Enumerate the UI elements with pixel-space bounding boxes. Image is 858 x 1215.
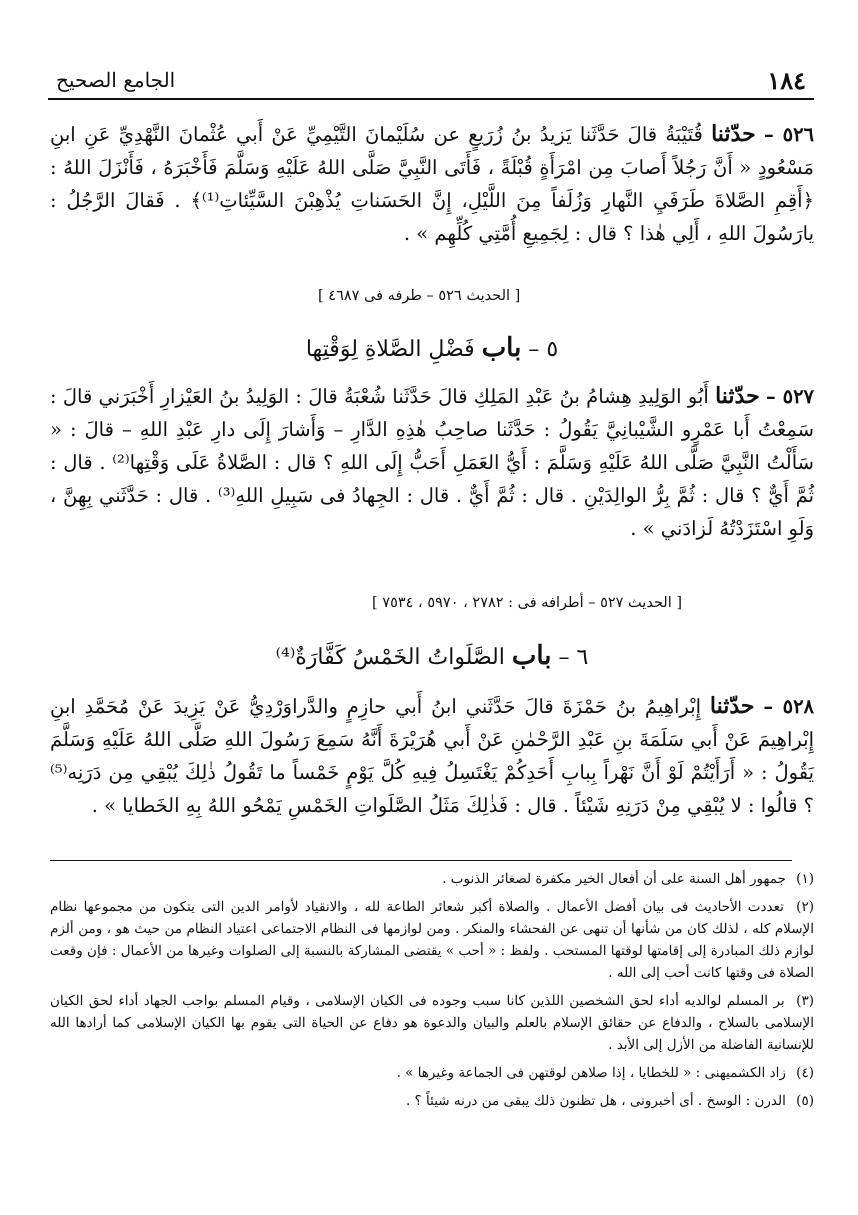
footnote-text: زاد الكشميهنى : « للخطايا ، إذا صلاهن لوقتهن فى الجماعة وغيرها » . bbox=[396, 1065, 786, 1081]
hadith-number: ٥٢٦ – bbox=[763, 123, 815, 146]
hadith-number: ٥٢٨ – bbox=[763, 695, 815, 718]
hadith-528 bbox=[50, 690, 814, 822]
haddatha-mark: حدّثنا bbox=[711, 121, 756, 147]
footnote-number: (٢) bbox=[796, 899, 814, 915]
haddatha-mark: حدّثنا bbox=[715, 383, 760, 409]
footnote-number: (٥) bbox=[796, 1093, 814, 1109]
footnote bbox=[50, 990, 814, 1056]
chapter-title: فَضْلِ الصَّلاةِ لِوَقْتِها bbox=[305, 337, 475, 362]
footnote-text: تعددت الأحاديث فى بيان أفضل الأعمال . والصلاة أكبر شعائر الطاعة لله ، والانقياد لأوامر الدين التى يتكون من مجموعها نظام الإسلام كله ، لذلك كان من شأنها أن تنهى عن الفحشاء والمنكر . ومن لوازمها فى النظام الاجتماعى اعتياد النظام من حيث هو ، ومن ألزم لوازم ذلك المبادرة إلى إقامتها لوقتها المستحب . ولفظ : « أحب » يقتضى المشاركة بالنسبة إلى الصلوات وغيرها من الأعمال : فإن وقعت الصلاة فى وقتها كانت أحب إلى الله . bbox=[50, 899, 814, 981]
hadith-text: قُتَيْبَةُ قالَ حَدَّثَنا يَزيدُ بنُ زُرَيعٍ عن سُلَيْمانَ التَّيْمِيِّ عَنْ أَبي عُثْمانَ النَّهْدِيِّ عَنِ ابنِ مَسْعُودٍ « أَنَّ رَجُلاً أَصابَ مِن امْرَأَةٍ قُبْلَةً ، فَأَتَى النَّبِيَّ صَلَّى اللهُ عَلَيْهِ وَسَلَّمَ فَأَخْبَرَهُ ، فَأَنْزَلَ اللهُ : ﴿أَقِمِ الصَّلاةَ طَرَفَيِ النَّهارِ وَزُلَفاً مِنَ اللَّيْلِ، إِنَّ الحَسَناتِ يُذْهِبْنَ السَّيِّئاتِ⁽¹⁾﴾ . فَقالَ الرَّجُلُ : يارَسُولَ اللهِ ، أَلِي هٰذا ؟ قال : لِجَمِيعِ أُمَّتِي كُلِّهِم » . bbox=[50, 123, 815, 245]
page-header bbox=[48, 66, 814, 100]
chapter-title: الصَّلَواتُ الخَمْسُ كَفَّارَةٌ⁽⁴⁾ bbox=[275, 645, 505, 670]
footnote-number: (٣) bbox=[796, 993, 814, 1009]
haddatha-mark: حدّثنا bbox=[709, 693, 755, 719]
chapter-number: ٥ – bbox=[528, 337, 559, 362]
footnote bbox=[50, 1090, 814, 1112]
hadith-number: ٥٢٧ – bbox=[765, 385, 815, 408]
hadith-text: إِبْراهِيمُ بنُ حَمْزَةَ قالَ حَدَّثَني ابنُ أَبي حازِمٍ والدَّراوَرْدِيُّ عَنْ يَزِيدَ عَنْ مُحَمَّدِ ابنِ إِبْراهِيمَ عَنْ أَبي سَلَمَةَ بنِ عَبْدِ الرَّحْمٰنِ عَنْ أَبي هُرَيْرَةَ أَنَّهُ سَمِعَ رَسُولَ اللهِ صَلَّى اللهُ عَلَيْهِ وَسَلَّمَ يَقُولُ : « أَرَأَيْتُمْ لَوْ أَنَّ نَهْراً بِبابِ أَحَدِكُمْ يَغْتَسِلُ فِيهِ كُلَّ يَوْمٍ خَمْساً ما تَقُولُ ذٰلِكَ يُبْقِي مِن دَرَنِه⁽⁵⁾ ؟ قالُوا : لا يُبْقِي مِنْ دَرَنِهِ شَيْئاً . قال : فَذٰلِكَ مَثَلُ الصَّلَواتِ الخَمْسِ يَمْحُو اللهُ بِهِ الخَطايا » . bbox=[50, 695, 814, 817]
footnote-text: جمهور أهل السنة على أن أفعال الخير مكفرة لصغائر الذنوب . bbox=[442, 871, 786, 887]
chapter-number: ٦ – bbox=[558, 645, 589, 670]
footnote-number: (٤) bbox=[796, 1065, 814, 1081]
hadith-526-reference: [ الحديث ٥٢٦ – طرفه فى ٤٦٨٧ ] bbox=[318, 288, 521, 304]
footnote-number: (١) bbox=[796, 871, 814, 887]
hadith-526 bbox=[50, 118, 814, 250]
chapter-bab: باب bbox=[481, 333, 522, 363]
footnote bbox=[50, 868, 814, 890]
footnotes bbox=[50, 868, 814, 1118]
chapter-bab: باب bbox=[511, 641, 552, 671]
running-title: الجامع الصحيح bbox=[56, 68, 176, 92]
footnote-text: الدرن : الوسخ . أى أخبرونى ، هل تظنون ذلك يبقى من درنه شيئاً ؟ . bbox=[405, 1093, 786, 1109]
chapter-6-heading bbox=[50, 641, 814, 671]
page-number: ١٨٤ bbox=[767, 66, 806, 95]
hadith-527 bbox=[50, 380, 814, 545]
footnote-text: بر المسلم لوالديه أداء لحق الشخصين اللذين كانا سبب وجوده فى الكيان الإسلامى ، وقيام المسلم بواجب الجهاد أداء لحق الكيان الإسلامى بالسلاح ، والدفاع عن حقائق الإسلام بالعلم والبيان والدعوة هو دفاع عن الحياة التى يقوم بها الكيان الإسلامى كما أرادها الله للإنسانية الفاضلة من الأزل إلى الأبد . bbox=[50, 993, 814, 1053]
footnote bbox=[50, 896, 814, 984]
hadith-527-reference: [ الحديث ٥٢٧ – أطرافه فى : ٢٧٨٢ ، ٥٩٧٠ ، ٧٥٣٤ ] bbox=[372, 595, 683, 611]
chapter-5-heading bbox=[50, 333, 814, 363]
footnote bbox=[50, 1062, 814, 1084]
footnote-divider bbox=[50, 860, 792, 861]
hadith-text: أَبُو الوَلِيدِ هِشامُ بنُ عَبْدِ المَلِكِ قالَ حَدَّثَنا شُعْبَةُ قالَ : الوَلِيدُ بنُ العَيْزارِ أَخْبَرَني قالَ : سَمِعْتُ أَبا عَمْرٍو الشَّيْبانِيَّ يَقُولُ : حَدَّثَنا صاحِبُ هٰذِهِ الدَّارِ – وَأَشارَ إِلَى دارِ عَبْدِ اللهِ – قالَ : « سَأَلْتُ النَّبِيَّ صَلَّى اللهُ عَلَيْهِ وَسَلَّمَ : أَيُّ العَمَلِ أَحَبُّ إِلَى اللهِ ؟ قال : الصَّلاةُ عَلَى وَقْتِها⁽²⁾ . قال : ثُمَّ أَيٌّ ؟ قال : ثُمَّ بِرُّ الوالِدَيْنِ . قال : ثُمَّ أَيٌّ . قال : الجِهادُ فى سَبِيلِ اللهِ⁽³⁾ . قال : حَدَّثَني بِهِنَّ ، وَلَوِ اسْتَزَدْتُهُ لَزادَني » . bbox=[50, 385, 815, 540]
